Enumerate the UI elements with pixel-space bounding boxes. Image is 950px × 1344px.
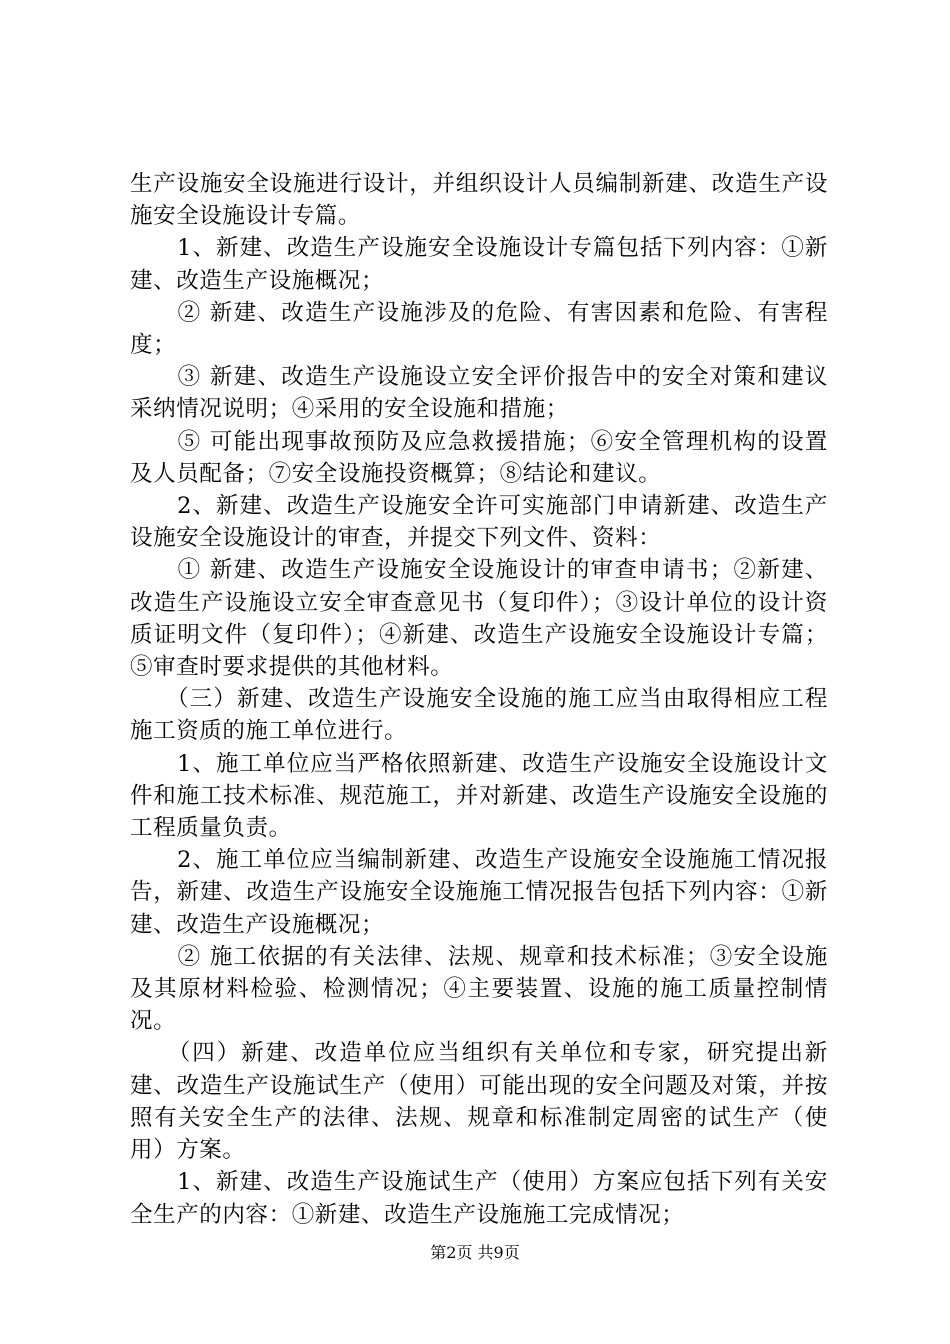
paragraph: 2、新建、改造生产设施安全许可实施部门申请新建、改造生产设施安全设施设计的审查，并提交下列文件、资料： — [130, 493, 828, 552]
paragraph: 1、新建、改造生产设施试生产（使用）方案应包括下列有关安全生产的内容：①新建、改造生产设施施工完成情况； — [130, 1169, 828, 1228]
document-body — [130, 168, 828, 1231]
paragraph: 生产设施安全设施进行设计，并组织设计人员编制新建、改造生产设施安全设施设计专篇。 — [130, 171, 828, 230]
paragraph: 2、施工单位应当编制新建、改造生产设施安全设施施工情况报告，新建、改造生产设施安全设施施工情况报告包括下列内容：①新建、改造生产设施概况； — [130, 847, 828, 938]
paragraph: （三）新建、改造生产设施安全设施的施工应当由取得相应工程施工资质的施工单位进行。 — [130, 686, 828, 745]
paragraph: ③ 新建、改造生产设施设立安全评价报告中的安全对策和建议采纳情况说明；④采用的安全设施和措施； — [130, 364, 828, 423]
paragraph: ② 新建、改造生产设施涉及的危险、有害因素和危险、有害程度； — [130, 299, 828, 359]
page-footer: 第2页 共9页 — [430, 1243, 520, 1262]
paragraph: 1、新建、改造生产设施安全设施设计专篇包括下列内容：①新建、改造生产设施概况； — [130, 235, 828, 294]
paragraph: ① 新建、改造生产设施安全设施设计的审查申请书；②新建、改造生产设施设立安全审查意见书（复印件）；③设计单位的设计资质证明文件（复印件）；④新建、改造生产设施安全设施设计专篇；⑤审查时要求提供的其他材料。 — [130, 557, 828, 681]
paragraph: （四）新建、改造单位应当组织有关单位和专家，研究提出新建、改造生产设施试生产（使用）可能出现的安全问题及对策，并按照有关安全生产的法律、法规、规章和标准制定周密的试生产（使用）方案。 — [130, 1040, 828, 1164]
paragraph: ⑤ 可能出现事故预防及应急救援措施；⑥安全管理机构的设置及人员配备；⑦安全设施投资概算；⑧结论和建议。 — [130, 428, 828, 487]
paragraph: ② 施工依据的有关法律、法规、规章和技术标准；③安全设施及其原材料检验、检测情况；④主要装置、设施的施工质量控制情况。 — [130, 943, 828, 1035]
paragraph: 1、施工单位应当严格依照新建、改造生产设施安全设施设计文件和施工技术标准、规范施工，并对新建、改造生产设施安全设施的工程质量负责。 — [130, 750, 828, 842]
